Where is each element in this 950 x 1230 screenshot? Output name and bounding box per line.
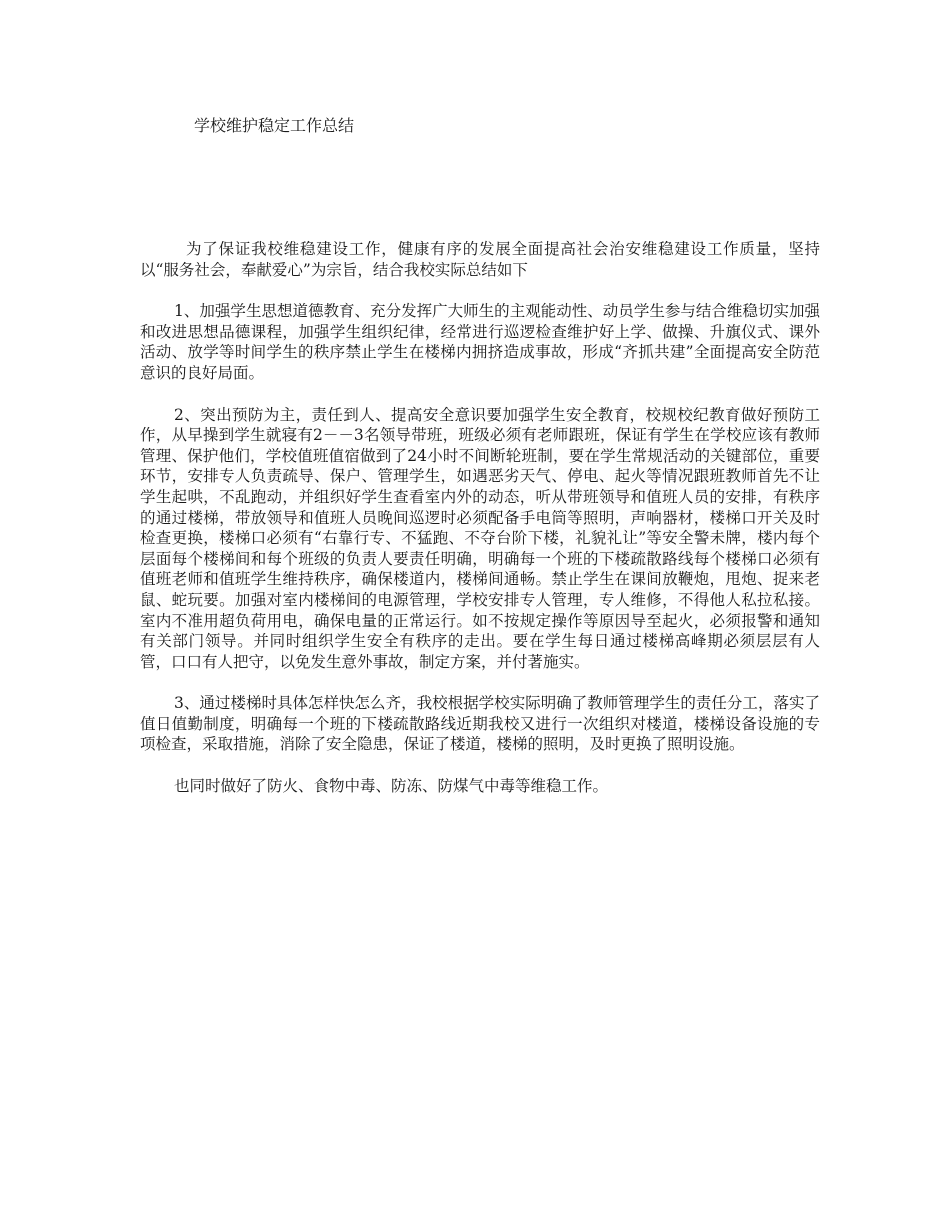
paragraph-intro: 为了保证我校维稳建设工作，健康有序的发展全面提高社会治安维稳建设工作质量，坚持以“服务社会，奉献爱心”为宗旨，结合我校实际总结如下 (140, 240, 820, 279)
paragraph-closing: 也同时做好了防火、食物中毒、防冻、防煤气中毒等维稳工作。 (174, 777, 609, 796)
document-body (140, 239, 820, 818)
document-title: 学校维护稳定工作总结 (194, 116, 355, 135)
paragraph-item-2: 2、突出预防为主，责任到人、提高安全意识要加强学生安全教育，校规校纪教育做好预防工作，从早操到学生就寝有2－－3名领导带班，班级必须有老师跟班，保证有学生在学校应该有教师管理、保护他们，学校值班值宿做到了24小时不间断轮班制，要在学生常规活动的关键部位，重要环节，安排专人负责疏导、保户、管理学生，如遇恶劣天气、停电、起火等情况跟班教师首先不让学生起哄，不乱跑动，并组织好学生查看室内外的动态，听从带班领导和值班人员的安排，有秩序的通过楼梯，带放领导和值班人员晚间巡逻时必须配备手电筒等照明，声响器材，楼梯口开关及时检查更换，楼梯口必须有“右靠行专、不猛跑、不夺台阶下楼，礼貌礼让”等安全警未牌，楼内每个层面每个楼梯间和每个班级的负责人要责任明确，明确每一个班的下楼疏散路线每个楼梯口必须有值班老师和值班学生维持秩序，确保楼道内，楼梯间通畅。禁止学生在课间放鞭炮，甩炮、捉来老鼠、蛇玩要。加强对室内楼梯间的电源管理，学校安排专人管理，专人维修，不得他人私拉私接。室内不准用超负荷用电，确保电量的正常运行。如不按规定操作等原因导至起火，必须报警和通知有关部门领导。并同时组织学生安全有秩序的走出。要在学生每日通过楼梯高峰期必须层层有人管，口口有人把守，以免发生意外事故，制定方案，并付著施实。 (140, 405, 820, 671)
paragraph-item-3: 3、通过楼梯时具体怎样快怎么齐，我校根据学校实际明确了教师管理学生的责任分工，落实了值日值勤制度，明确每一个班的下楼疏散路线近期我校又进行一次组织对楼道，楼梯设备设施的专项检查，采取措施，消除了安全隐患，保证了楼道，楼梯的照明，及时更换了照明设施。 (140, 694, 820, 754)
paragraph-item-1: 1、加强学生思想道德教育、充分发挥广大师生的主观能动性、动员学生参与结合维稳切实加强和改进思想品德课程，加强学生组织纪律，经常进行巡逻检查维护好上学、做操、升旗仪式、课外活动、放学等时间学生的秩序禁止学生在楼梯内拥挤造成事故，形成“齐抓共建”全面提高安全防范意识的良好局面。 (140, 302, 820, 382)
